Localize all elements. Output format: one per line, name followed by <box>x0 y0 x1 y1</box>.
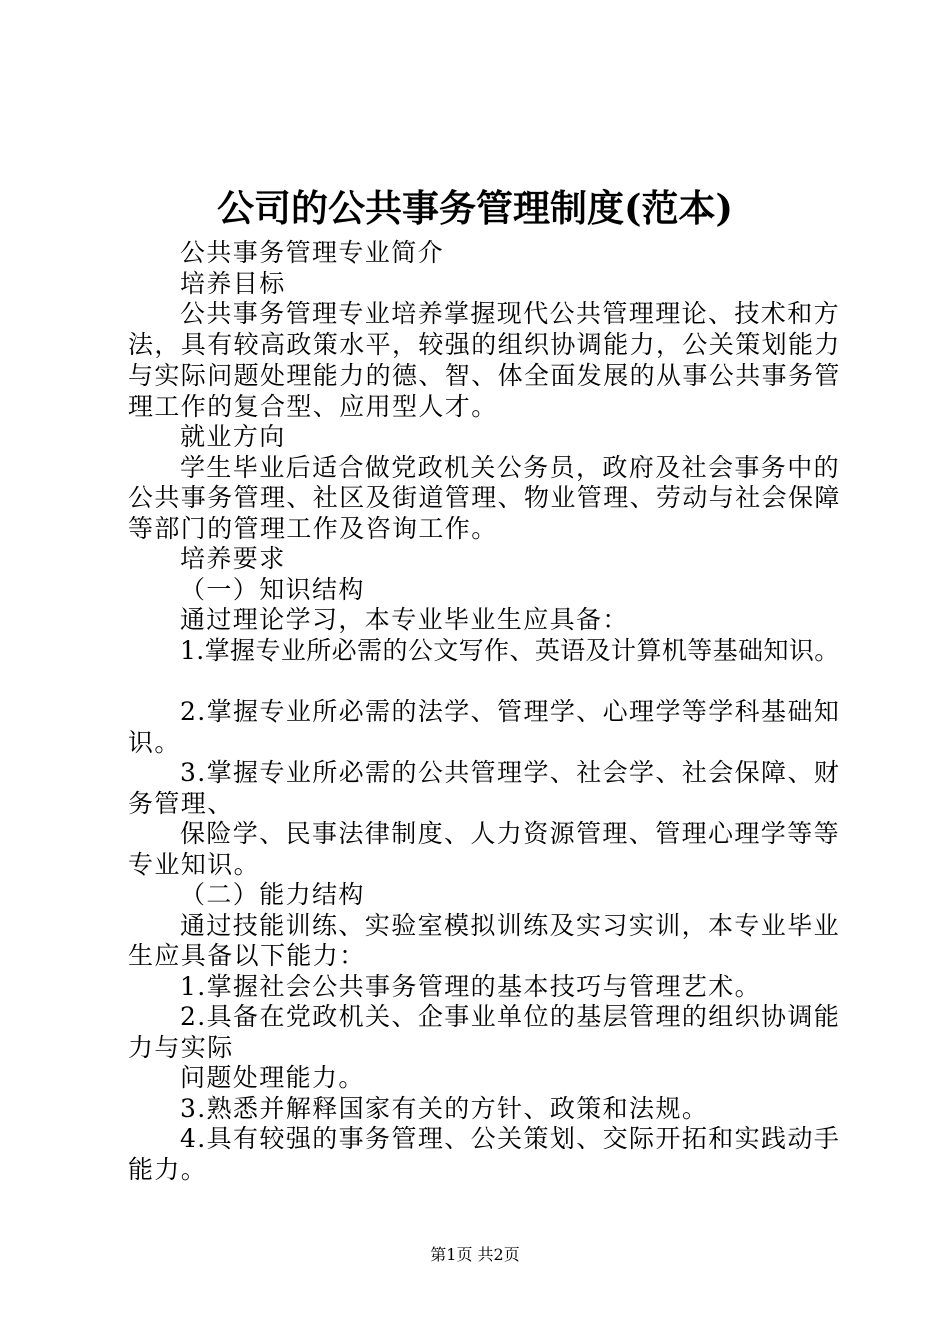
text-line: 2.具备在党政机关、企事业单位的基层管理的组织协调能 <box>180 1002 841 1031</box>
text-line: 4.具有较强的事务管理、公关策划、交际开拓和实践动手 <box>180 1124 841 1153</box>
text-line: 务管理、 <box>128 789 234 818</box>
text-line: 公共事务管理、社区及街道管理、物业管理、劳动与社会保障 <box>128 483 841 512</box>
text-line: 保险学、民事法律制度、人力资源管理、管理心理学等等 <box>180 819 841 848</box>
text-line: 公共事务管理专业培养掌握现代公共管理理论、技术和方 <box>180 299 841 328</box>
document-title: 公司的公共事务管理制度(范本) <box>216 186 733 230</box>
text-line: 识。 <box>128 728 181 757</box>
text-line: 理工作的复合型、应用型人才。 <box>128 392 498 421</box>
page-number-footer: 第1页 共2页 <box>430 1245 520 1264</box>
text-line: （一）知识结构 <box>180 575 365 604</box>
text-line: 学生毕业后适合做党政机关公务员，政府及社会事务中的 <box>180 453 841 482</box>
text-line: 公共事务管理专业简介 <box>180 238 445 267</box>
text-line: 生应具备以下能力： <box>128 941 366 970</box>
text-line: 通过技能训练、实验室模拟训练及实习实训，本专业毕业 <box>180 911 841 940</box>
text-line: 等部门的管理工作及咨询工作。 <box>128 514 498 543</box>
text-line: 问题处理能力。 <box>180 1063 365 1092</box>
text-line: 3.熟悉并解释国家有关的方针、政策和法规。 <box>180 1094 709 1123</box>
text-line: 与实际问题处理能力的德、智、体全面发展的从事公共事务管 <box>128 361 841 390</box>
text-line: 1.掌握专业所必需的公文写作、英语及计算机等基础知识。 <box>180 636 840 665</box>
text-line: 就业方向 <box>180 422 286 451</box>
text-line: （二）能力结构 <box>180 880 365 909</box>
text-line: 3.掌握专业所必需的公共管理学、社会学、社会保障、财 <box>180 758 841 787</box>
text-line: 专业知识。 <box>128 850 261 879</box>
text-line: 培养要求 <box>180 544 286 573</box>
text-line: 力与实际 <box>128 1033 234 1062</box>
text-line: 能力。 <box>128 1155 208 1184</box>
text-line: 2.掌握专业所必需的法学、管理学、心理学等学科基础知 <box>180 697 841 726</box>
text-line: 1.掌握社会公共事务管理的基本技巧与管理艺术。 <box>180 972 762 1001</box>
text-line: 培养目标 <box>180 269 286 298</box>
text-line: 法，具有较高政策水平，较强的组织协调能力，公关策划能力 <box>128 330 841 359</box>
text-line: 通过理论学习，本专业毕业生应具备： <box>180 605 629 634</box>
